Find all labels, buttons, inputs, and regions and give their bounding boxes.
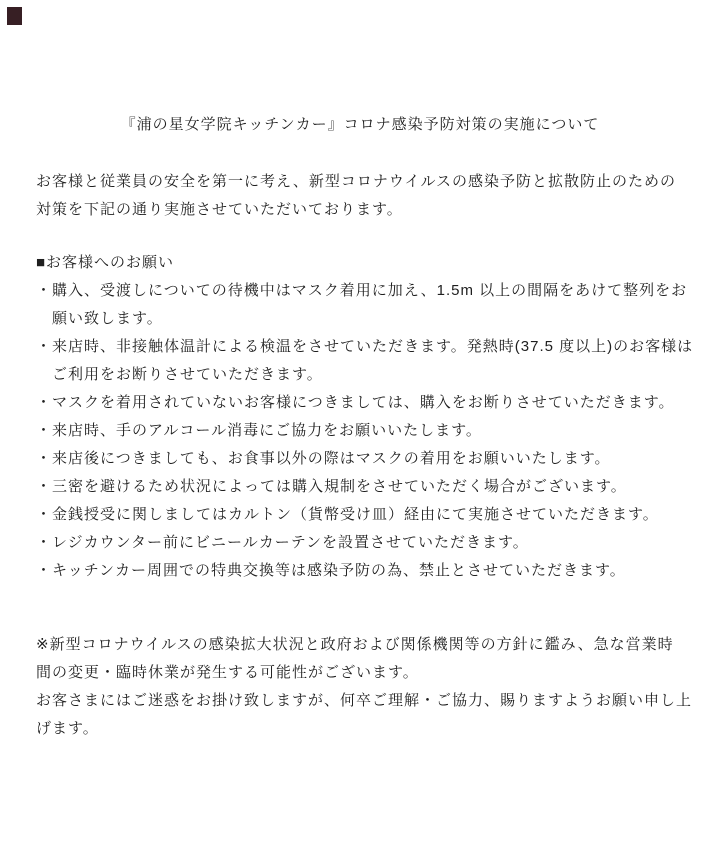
request-item-5: ・来店後につきましても、お食事以外の際はマスクの着用をお願いいたします。 [36,450,611,467]
section-heading: ■お客様へのお願い [36,254,175,271]
intro-line-2: 対策を下記の通り実施させていただいております。 [36,201,403,218]
customer-requests-section [36,249,696,585]
corner-mark [7,7,22,25]
document-title: 『浦の星女学院キッチンカー』コロナ感染予防対策の実施について [120,116,600,133]
intro-line-1: お客様と従業員の安全を第一に考え、新型コロナウイルスの感染予防と拡散防止のための [36,173,677,190]
intro-paragraph [36,168,696,224]
notes-line-2: 間の変更・臨時休業が発生する可能性がございます。 [36,664,419,681]
notes-line-3: お客さまにはご迷惑をお掛け致しますが、何卒ご理解・ご協力、賜りますようお願い申し上 [36,692,693,709]
request-item-6: ・三密を避けるため状況によっては購入規制をさせていただく場合がございます。 [36,478,627,495]
request-item-4: ・来店時、手のアルコール消毒にご協力をお願いいたします。 [36,422,482,439]
request-item-2-line-2: ご利用をお断りさせていただきます。 [52,366,323,383]
request-item-9: ・キッチンカー周囲での特典交換等は感染予防の為、禁止とさせていただきます。 [36,562,626,579]
notes-line-4: げます。 [36,720,99,737]
request-item-8: ・レジカウンター前にビニールカーテンを設置させていただきます。 [36,534,529,551]
request-item-3: ・マスクを着用されていないお客様につきましては、購入をお断りさせていただきます。 [36,394,675,411]
request-item-1-line-1: ・購入、受渡しについての待機中はマスク着用に加え、1.5m 以上の間隔をあけて整列をお [36,282,688,299]
notes-line-1: ※新型コロナウイルスの感染拡大状況と政府および関係機関等の方針に鑑み、急な営業時 [36,636,674,653]
request-item-7: ・金銭授受に関しましてはカルトン（貨幣受け皿）経由にて実施させていただきます。 [36,506,659,523]
request-item-2-line-1: ・来店時、非接触体温計による検温をさせていただきます。発熱時(37.5 度以上)のお客様は [36,338,694,355]
notes-paragraph [36,631,696,743]
request-item-1-line-2: 願い致します。 [52,310,163,327]
